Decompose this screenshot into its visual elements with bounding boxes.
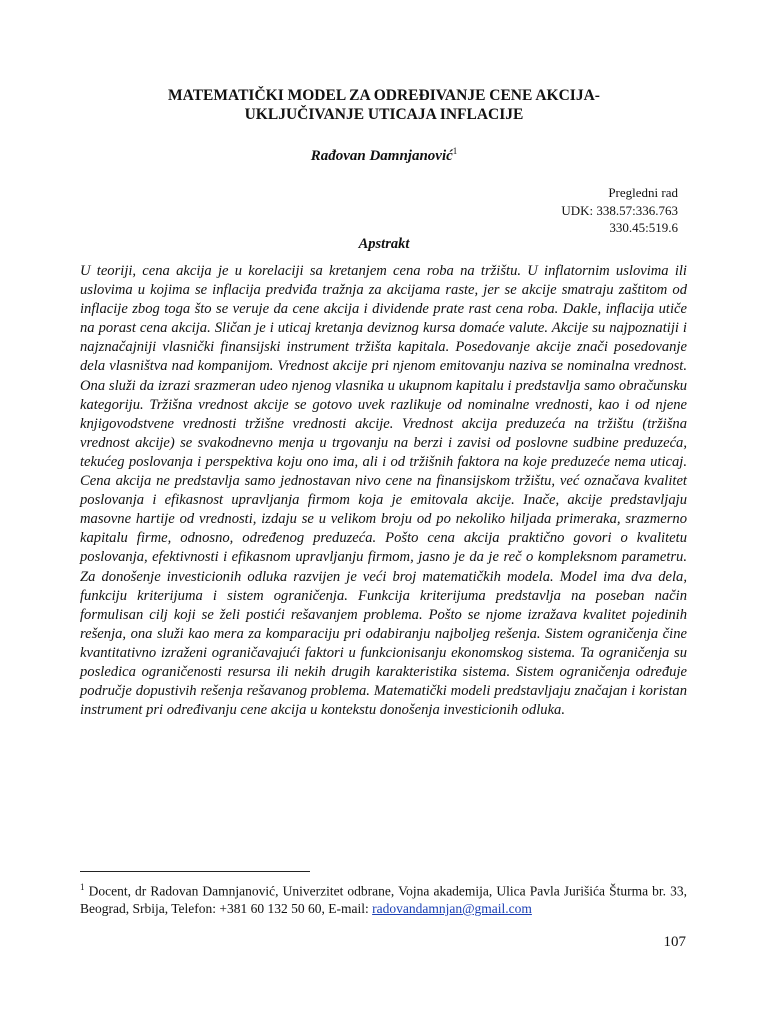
footnote-email-link[interactable]: radovandamnjan@gmail.com — [372, 901, 532, 916]
udk-line-1: UDK: 338.57:336.763 — [561, 202, 678, 218]
author-name-text: Rađovan Damnjanović — [310, 148, 453, 164]
paper-metadata — [561, 184, 678, 237]
abstract-heading: Apstrakt — [358, 236, 410, 252]
page-number: 107 — [663, 934, 686, 950]
footnote — [80, 879, 687, 918]
footnote-divider — [80, 871, 310, 872]
author-footnote-mark: 1 — [452, 146, 458, 156]
title-line-2: UKLJUČIVANJE UTICAJA INFLACIJE — [244, 106, 524, 123]
paper-type: Pregledni rad — [608, 185, 678, 200]
footnote-text: Docent, dr Radovan Damnjanović, Univerzitet odbrane, Vojna akademija, Ulica Pavla Jurišića Šturma br. 33, Beograd, Srbija, Telefon: +381 60 132 50 60, E-mail: — [80, 883, 688, 916]
abstract-body: U teoriji, cena akcija je u korelaciji sa kretanjem cena roba na tržištu. U inflatornim uslovima ili uslovima u kojima se inflacija predviđa tražnja za akcijama raste, jer se akcije smatraju zaštitom od inflacije zbog toga što se veruje da cene akcija i dividende prate rast cena roba. Dakle, inflacija utiče na porast cena akcija. Sličan je i uticaj kretanja deviznog kursa domaće valute. Akcije su najpoznatiji i najznačajniji vlasnički finansijski instrument tržišta kapitala. Posedovanje akcije znači posedovanje dela vlasništva nad kompanijom. Vrednost akcije pri njenom emitovanju naziva se nominalna vrednost. Ona služi da izrazi srazmeran udeo njenog vlasnika u ukupnom kapitalu i predstavlja samo obračunsku kategoriju. Tržišna vrednost akcije se gotovo uvek razlikuje od nominalne vrednosti, kao i od njene knjigovodstvene vrednosti tržišne vrednosti akcije. Vrednost akcija preduzeća na tržištu (tržišna vrednost akcije) se svakodnevno menja u trgovanju na berzi i zavisi od poslovne sudbine preduzeća, tekućeg poslovanja i perspektiva koju ono ima, ali i od tržišnih faktora na koje preduzeće nema uticaj. Cena akcija ne predstavlja samo jednostavan nivo cene na finansijskom tržištu, već označava kvalitet poslovanja i efikasnost upravljanja firmom koja je emitovala akcije. Inače, akcije predstavljaju masovne hartije od vrednosti, izdaju se u velikom broju od po nekoliko hiljada primeraka, srazmerno kapitalu firme, odnosno, određenog preduzeća. Pošto cena akcija praktično govori o kvalitetu poslovanja, efektivnosti i efikasnom upravljanju firmom, jasno je da je reč o kompleksnom parametru. Za donošenje investicionih odluka razvijen je veći broj matematičkih modela. Model ima dva dela, funkciju kriterijuma i sistem ograničenja. Funkcija kriterijuma predstavlja na poseban način formulisan cilj koji se želi postići rešavanjem problema. Pošto se njome izražava kvalitet pojedinih rešenja, ona služi kao mera za komparaciju pri odabiranju najboljeg rešenja. Sistem ograničenja čine kvantitativno izraženi ograničavajući faktori u funkcionisanju ekonomskog sistema. Ta ograničenja su posledica ograničenosti resursa ili nekih drugih karakteristika sistema. Sistem ograničenja određuje područje dopustivih rešenja rešavanog problema. Matematički modeli predstavljaju značajan i koristan instrument pri određivanju cene akcija u kontekstu donošenja investicionih odluka. — [80, 263, 687, 719]
udk-line-2: 330.45:519.6 — [609, 220, 678, 235]
author-name — [80, 146, 688, 165]
title-line-1: MATEMATIČKI MODEL ZA ODREĐIVANJE CENE AKCIJA- — [168, 87, 600, 104]
footnote-mark: 1 — [80, 882, 85, 892]
paper-title — [80, 86, 688, 124]
